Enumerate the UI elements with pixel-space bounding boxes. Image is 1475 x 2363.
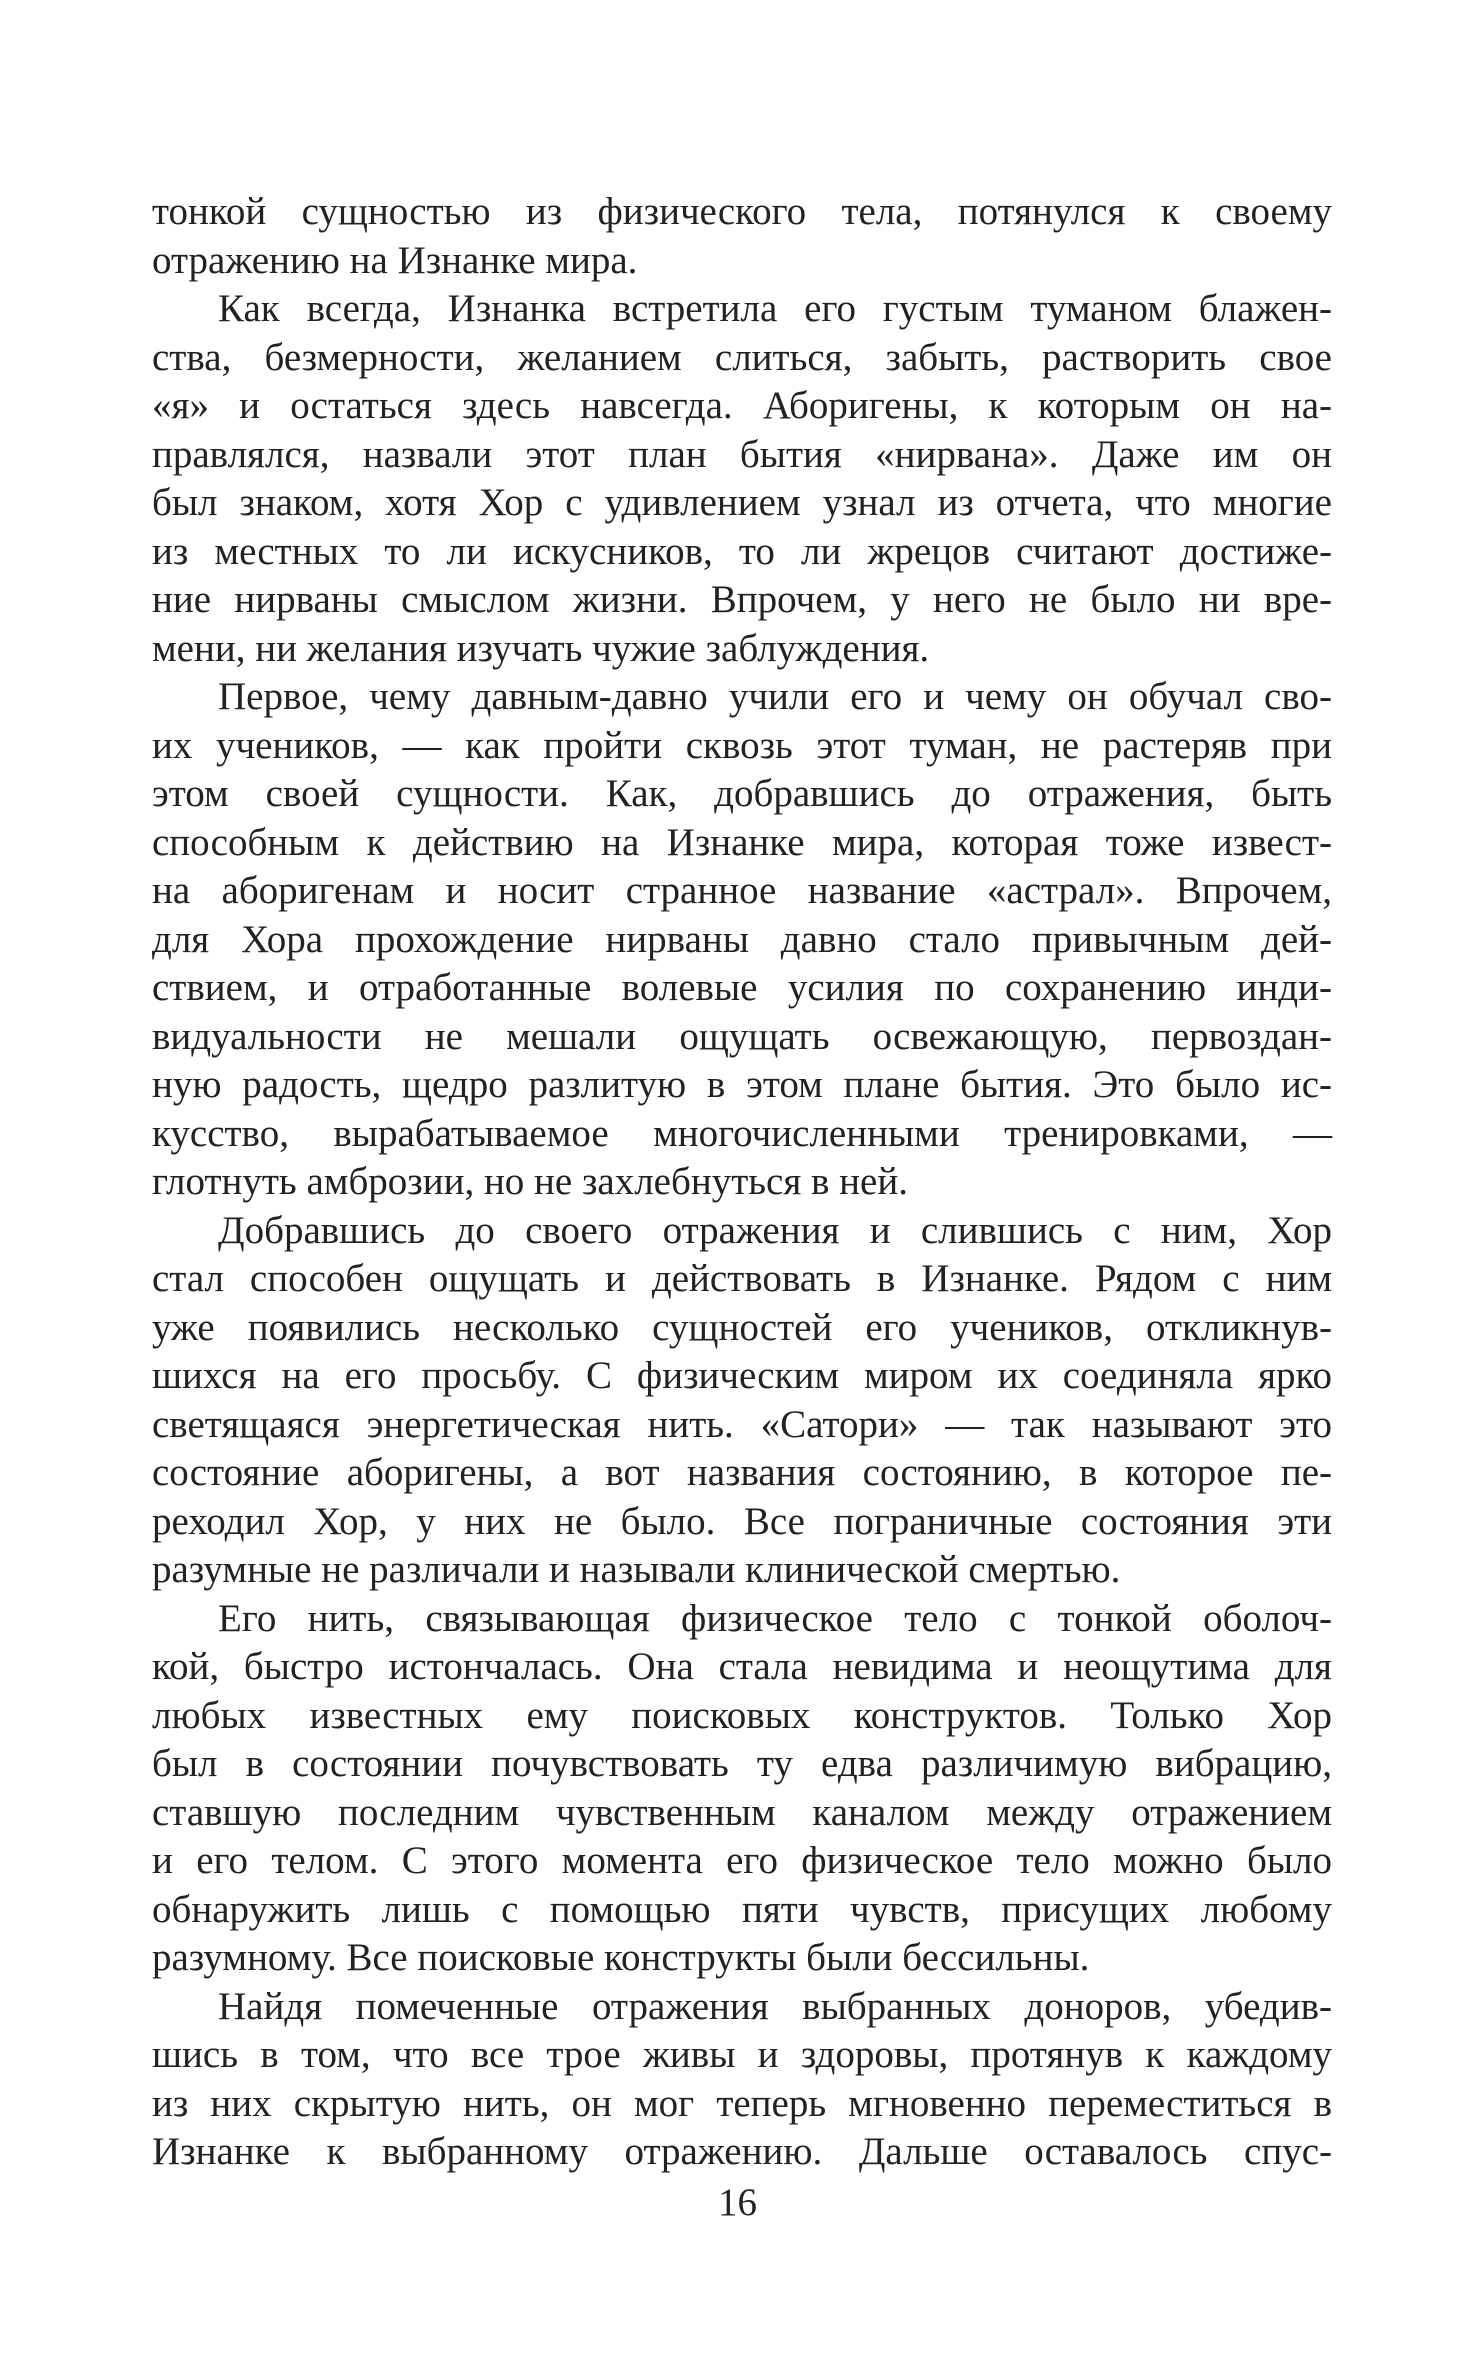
text-line: ства, безмерности, желанием слиться, забыть, растворить свое xyxy=(152,335,1332,379)
text-line: видуальности не мешали ощущать освежающую, первоздан- xyxy=(152,1014,1332,1058)
text-line: на аборигенам и носит странное название «астрал». Впрочем, xyxy=(152,869,1332,912)
text-line: реходил Хор, у них не было. Все пограничные состояния эти xyxy=(152,1499,1332,1543)
text-line: кусство, вырабатываемое многочисленными тренировками, — xyxy=(152,1111,1332,1155)
text-line: уже появились несколько сущностей его учеников, откликнув- xyxy=(152,1305,1332,1349)
text-line: шись в том, что все трое живы и здоровы, протянув к каждому xyxy=(152,2033,1332,2076)
page-number: 16 xyxy=(718,2181,757,2224)
paragraph-first-line: Его нить, связывающая физическое тело с тонкой оболоч- xyxy=(218,1596,1332,1640)
text-line: глотнуть амброзии, но не захлебнуться в ней. xyxy=(152,1160,908,1203)
paragraph-first-line: Как всегда, Изнанка встретила его густым туманом блажен- xyxy=(218,287,1332,330)
text-line: кой, быстро истончалась. Она стала невидима и неощутима для xyxy=(152,1645,1332,1688)
text-line: обнаружить лишь с помощью пяти чувств, присущих любому xyxy=(152,1887,1332,1931)
text-line: для Хора прохождение нирваны давно стало привычным дей- xyxy=(152,917,1332,961)
paragraph-first-line: Добравшись до своего отражения и слившись с ним, Хор xyxy=(218,1208,1332,1252)
text-line: этом своей сущности. Как, добравшись до отражения, быть xyxy=(152,772,1332,815)
text-line: тонкой сущностью из физического тела, потянулся к своему xyxy=(152,190,1332,233)
text-line: отражению на Изнанке мира. xyxy=(152,238,638,282)
text-line: ние нирваны смыслом жизни. Впрочем, у него не было ни вре- xyxy=(152,578,1332,621)
text-line: правлялся, назвали этот план бытия «нирвана». Даже им он xyxy=(152,432,1332,476)
text-line: из местных то ли искусников, то ли жрецов считают достиже- xyxy=(152,529,1332,573)
text-line: «я» и остаться здесь навсегда. Аборигены, к которым он на- xyxy=(152,384,1332,427)
text-line: ную радость, щедро разлитую в этом плане бытия. Это было ис- xyxy=(152,1063,1332,1106)
text-line: ствием, и отработанные волевые усилия по сохранению инди- xyxy=(152,966,1332,1009)
text-line: и его телом. С этого момента его физическое тело можно было xyxy=(152,1839,1332,1882)
body-text xyxy=(152,188,1332,2177)
text-line: ставшую последним чувственным каналом между отражением xyxy=(152,1790,1332,1834)
text-line: был в состоянии почувствовать ту едва различимую вибрацию, xyxy=(152,1742,1332,1785)
text-line: мени, ни желания изучать чужие заблуждения. xyxy=(152,626,930,670)
text-line: Изнанке к выбранному отражению. Дальше оставалось спус- xyxy=(152,2130,1332,2173)
text-line: из них скрытую нить, он мог теперь мгновенно переместиться в xyxy=(152,2081,1332,2125)
text-line: стал способен ощущать и действовать в Изнанке. Рядом с ним xyxy=(152,1257,1332,1300)
text-line: был знаком, хотя Хор с удивлением узнал из отчета, что многие xyxy=(152,481,1332,524)
text-line: состояние аборигены, а вот названия состоянию, в которое пе- xyxy=(152,1451,1332,1494)
text-line: светящаяся энергетическая нить. «Сатори» — так называют это xyxy=(152,1402,1332,1446)
text-line: шихся на его просьбу. С физическим миром их соединяла ярко xyxy=(152,1354,1332,1397)
paragraph-first-line: Первое, чему давным-давно учили его и чему он обучал сво- xyxy=(218,675,1332,718)
text-line: способным к действию на Изнанке мира, которая тоже извест- xyxy=(152,820,1332,864)
text-line: их учеников, — как пройти сквозь этот туман, не растеряв при xyxy=(152,723,1332,767)
text-line: разумному. Все поисковые конструкты были бессильны. xyxy=(152,1936,1090,1979)
paragraph-first-line: Найдя помеченные отражения выбранных доноров, убедив- xyxy=(218,1984,1332,2028)
text-line: разумные не различали и называли клинической смертью. xyxy=(152,1548,1121,1591)
text-line: любых известных ему поисковых конструктов. Только Хор xyxy=(152,1693,1332,1737)
